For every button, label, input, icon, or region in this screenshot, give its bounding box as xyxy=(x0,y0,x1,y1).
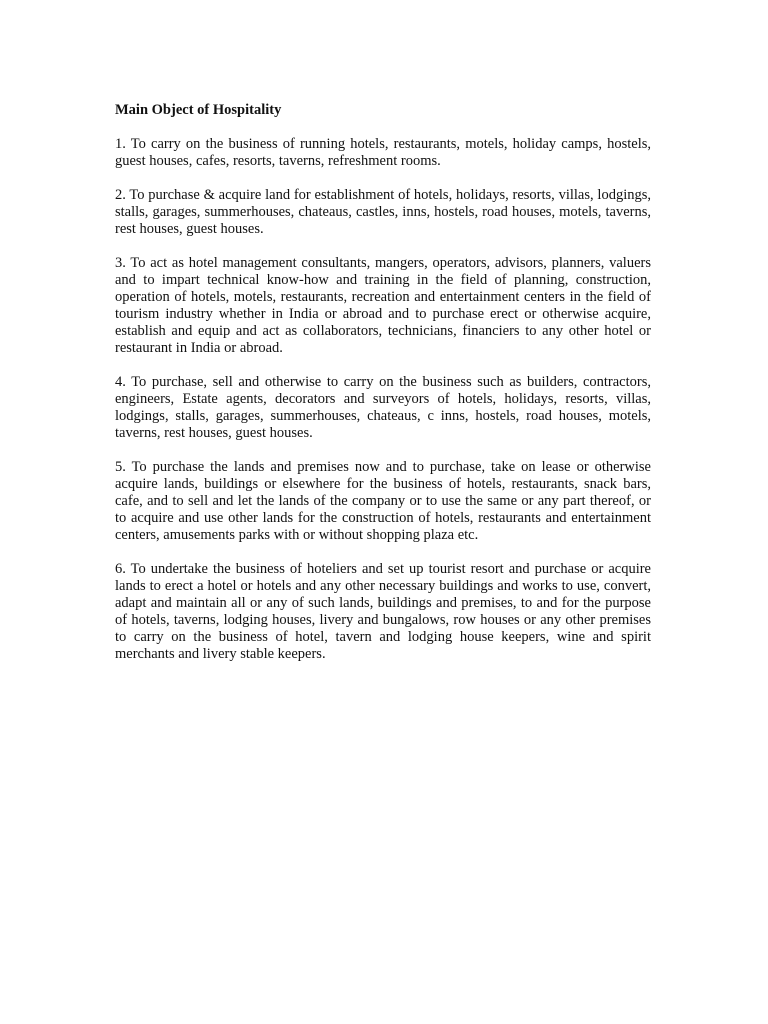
paragraph-6: 6. To undertake the business of hoteliers and set up tourist resort and purchase or acquire lands to erect a hotel or hotels and any other necessary buildings and works to use, convert, adapt and maintain all or any of such lands, buildings and premises, to and for the purpose of hotels, taverns, lodging houses, livery and bungalows, row houses or any other premises to carry on the business of hotel, tavern and lodging house keepers, wine and spirit merchants and livery stable keepers. xyxy=(115,561,651,662)
paragraph-3: 3. To act as hotel management consultants, mangers, operators, advisors, planners, valuers and to impart technical know-how and training in the field of planning, construction, operation of hotels, motels, restaurants, recreation and entertainment centers in the field of tourism industry whether in India or abroad and to purchase erect or otherwise acquire, establish and equip and act as collaborators, technicians, financiers to any other hotel or restaurant in India or abroad. xyxy=(115,255,651,356)
paragraph-1: 1. To carry on the business of running hotels, restaurants, motels, holiday camps, hostels, guest houses, cafes, resorts, taverns, refreshment rooms. xyxy=(115,136,651,169)
paragraph-4: 4. To purchase, sell and otherwise to carry on the business such as builders, contractors, engineers, Estate agents, decorators and surveyors of hotels, holidays, resorts, villas, lodgings, stalls, garages, summerhouses, chateaus, c inns, hostels, road houses, motels, taverns, rest houses, guest houses. xyxy=(115,374,651,441)
paragraph-5: 5. To purchase the lands and premises now and to purchase, take on lease or otherwise acquire lands, buildings or elsewhere for the business of hotels, restaurants, snack bars, cafe, and to sell and let the lands of the company or to use the same or any part thereof, or to acquire and use other lands for the construction of hotels, restaurants and entertainment centers, amusements parks with or without shopping plaza etc. xyxy=(115,459,651,543)
document-title: Main Object of Hospitality xyxy=(115,102,282,118)
document-page xyxy=(115,102,651,680)
paragraph-2: 2. To purchase & acquire land for establishment of hotels, holidays, resorts, villas, lodgings, stalls, garages, summerhouses, chateaus, castles, inns, hostels, road houses, motels, taverns, rest houses, guest houses. xyxy=(115,187,651,237)
